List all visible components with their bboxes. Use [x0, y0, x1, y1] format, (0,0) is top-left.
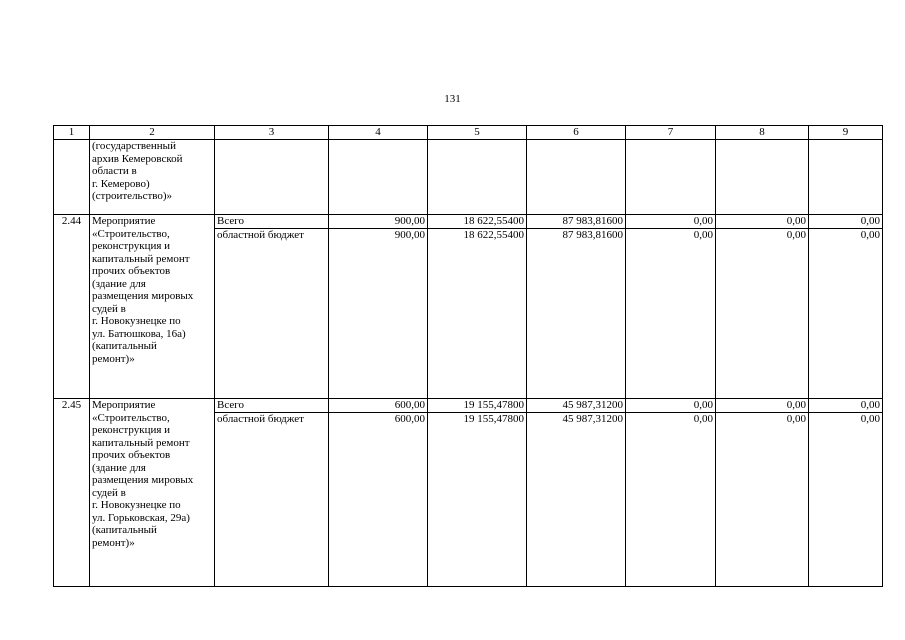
col-header-8: 8 [716, 126, 809, 140]
cell-value: 0,00 [809, 399, 883, 413]
col-header-6: 6 [527, 126, 626, 140]
table-row-continued [54, 140, 883, 215]
cell-id: 2.44 [54, 215, 90, 399]
col-header-4: 4 [329, 126, 428, 140]
cell-id: 2.45 [54, 399, 90, 587]
cell-source: областной бюджет [215, 413, 329, 587]
col-header-9: 9 [809, 126, 883, 140]
cell-empty [215, 140, 329, 215]
cell-value: 18 622,55400 [428, 229, 527, 399]
cell-id [54, 140, 90, 215]
col-header-2: 2 [90, 126, 215, 140]
cell-empty [809, 140, 883, 215]
col-header-1: 1 [54, 126, 90, 140]
table-row [54, 399, 883, 413]
cell-empty [626, 140, 716, 215]
cell-value: 900,00 [329, 229, 428, 399]
cell-name: Мероприятие «Строительство, реконструкция и капитальный ремонт прочих объектов (здание для размещения мировых судей в г. Новокузнецке по ул. Горьковская, 29а) (капитальный ремонт)» [90, 399, 215, 587]
cell-value: 0,00 [626, 215, 716, 229]
cell-value: 0,00 [809, 413, 883, 587]
cell-value: 600,00 [329, 399, 428, 413]
cell-value: 0,00 [626, 399, 716, 413]
cell-value: 87 983,81600 [527, 215, 626, 229]
cell-source: областной бюджет [215, 229, 329, 399]
header-row [54, 126, 883, 140]
cell-name: (государственный архив Кемеровской области в г. Кемерово) (строительство)» [90, 140, 215, 215]
col-header-7: 7 [626, 126, 716, 140]
cell-name: Мероприятие «Строительство, реконструкция и капитальный ремонт прочих объектов (здание для размещения мировых судей в г. Новокузнецке по ул. Батюшкова, 16а) (капитальный ремонт)» [90, 215, 215, 399]
col-header-5: 5 [428, 126, 527, 140]
cell-value: 0,00 [809, 229, 883, 399]
page-number: 131 [444, 93, 461, 105]
cell-value: 45 987,31200 [527, 413, 626, 587]
cell-value: 0,00 [626, 229, 716, 399]
cell-value: 600,00 [329, 413, 428, 587]
cell-value: 0,00 [809, 215, 883, 229]
cell-empty [329, 140, 428, 215]
cell-value: 19 155,47800 [428, 399, 527, 413]
cell-source: Всего [215, 399, 329, 413]
cell-value: 45 987,31200 [527, 399, 626, 413]
table-row [54, 215, 883, 229]
cell-source: Всего [215, 215, 329, 229]
budget-table [53, 125, 883, 587]
cell-value: 0,00 [716, 413, 809, 587]
cell-value: 19 155,47800 [428, 413, 527, 587]
cell-empty [716, 140, 809, 215]
cell-value: 87 983,81600 [527, 229, 626, 399]
cell-value: 0,00 [716, 399, 809, 413]
col-header-3: 3 [215, 126, 329, 140]
cell-value: 900,00 [329, 215, 428, 229]
cell-value: 0,00 [716, 229, 809, 399]
cell-value: 0,00 [716, 215, 809, 229]
cell-value: 18 622,55400 [428, 215, 527, 229]
cell-empty [428, 140, 527, 215]
cell-value: 0,00 [626, 413, 716, 587]
cell-empty [527, 140, 626, 215]
